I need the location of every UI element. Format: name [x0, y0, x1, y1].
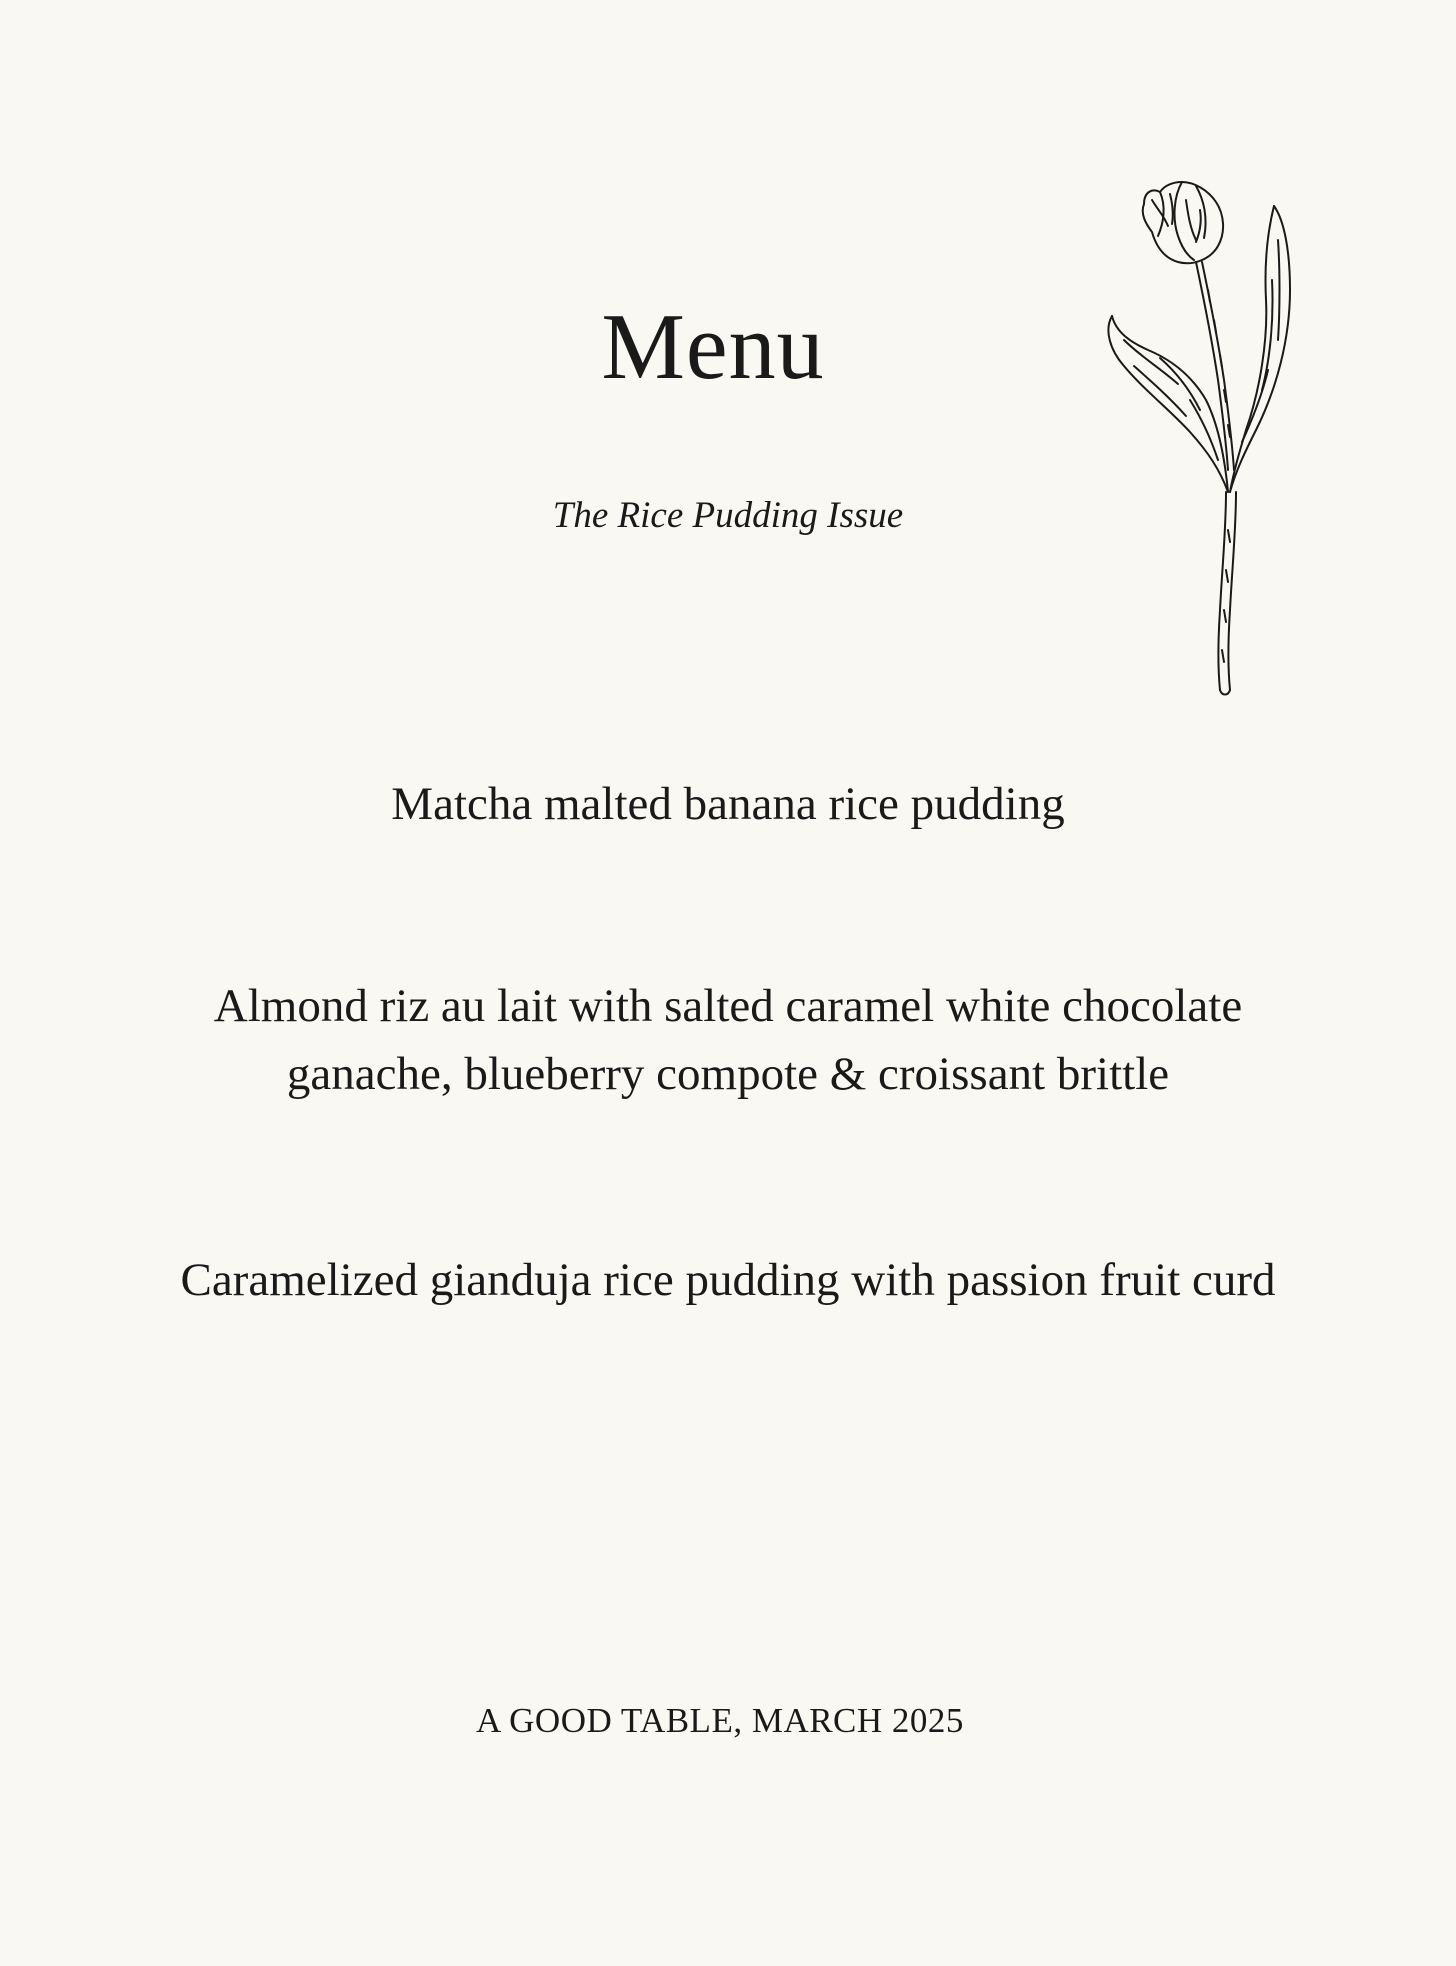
page-subtitle: The Rice Pudding Issue [552, 495, 904, 536]
tulip-icon [1100, 170, 1300, 710]
footer-text: A GOOD TABLE, MARCH 2025 [476, 1701, 964, 1740]
menu-item-1: Matcha malted banana rice pudding [391, 778, 1065, 830]
menu-item-3: Caramelized gianduja rice pudding with passion fruit curd [180, 1254, 1276, 1306]
page-title: Menu [601, 295, 825, 399]
menu-item-2: Almond riz au lait with salted caramel white chocolate ganache, blueberry compote & croissant brittle [213, 980, 1243, 1100]
